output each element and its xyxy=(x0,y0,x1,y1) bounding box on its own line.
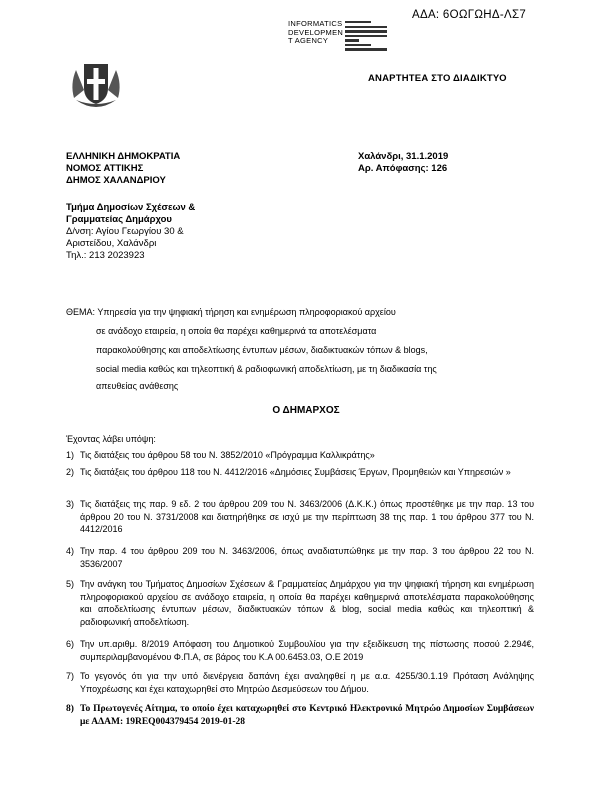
item-number: 6) xyxy=(66,639,75,649)
ida-logo xyxy=(288,20,418,46)
place-date: Χαλάνδρι, 31.1.2019 xyxy=(358,151,449,162)
subject-line: παρακολούθησης και αποδελτίωσης έντυπων μέσων, διαδικτυακών τόπων & blogs, xyxy=(96,345,428,355)
item-number: 2) xyxy=(66,467,75,477)
item-text: Την παρ. 4 του άρθρου 209 του Ν. 3463/2006, όπως αναδιατυπώθηκε με την παρ. 3 του άρθρου 22 του Ν. 3536/2007 xyxy=(80,546,534,569)
department-address: Δ/νση: Αγίου Γεωργίου 30 & xyxy=(66,226,184,237)
subject-line: ΘΕΜΑ: Υπηρεσία για την ψηφιακή τήρηση και ενημέρωση πληροφοριακού αρχείου xyxy=(66,307,396,317)
item-number: 1) xyxy=(66,450,75,460)
decision-header xyxy=(358,151,448,175)
item-text: Τις διατάξεις της παρ. 9 εδ. 2 του άρθρου 209 του Ν. 3463/2006 (Δ.Κ.Κ.) όπως προστέθηκε με την παρ. 13 του άρθρου 20 του Ν. 3731/2008 και διατηρήθηκε σε ισχύ με την περίπτωση 38 της παρ. 1 του άρθρου 377 του Ν. 4412/2016 xyxy=(80,499,534,535)
consideration-item xyxy=(66,578,534,628)
ida-logo-graphic xyxy=(345,21,387,53)
issuer-line: ΝΟΜΟΣ ΑΤΤΙΚΗΣ xyxy=(66,163,144,174)
item-text: Τις διατάξεις του άρθρου 58 του Ν. 3852/2010 «Πρόγραμμα Καλλικράτης» xyxy=(80,450,375,460)
item-text: Το Πρωτογενές Αίτημα, το οποίο έχει καταχωρηθεί στο Κεντρικό Ηλεκτρονικό Μητρώο Δημοσίων Συμβάσεων με ΑΔΑΜ: 19REQ004379454 2019-01-28 xyxy=(80,704,534,727)
consideration-item xyxy=(66,670,534,695)
ida-logo-line-2: DEVELOPMEN xyxy=(288,27,344,37)
subject-line: social media καθώς και τηλεοπτική & ραδιοφωνική αποδελτίωση, με τη διαδικασία της xyxy=(96,364,437,374)
item-text: Την υπ.αριθμ. 8/2019 Απόφαση του Δημοτικού Συμβουλίου για την εξειδίκευση της πίστωσης ποσού 2.294€, συμπεριλαμβανομένου Φ.Π.Α, σε βάρος του Κ.Α 00.6453.03, Ο.Ε 2019 xyxy=(80,639,534,662)
issuer-line: ΔΗΜΟΣ ΧΑΛΑΝΔΡΙΟΥ xyxy=(66,175,166,186)
document-title: Ο ΔΗΜΑΡΧΟΣ xyxy=(272,405,340,416)
item-number: 8) xyxy=(66,704,74,714)
consideration-item xyxy=(66,545,534,570)
item-number: 5) xyxy=(66,579,75,589)
department-block xyxy=(66,202,195,262)
greek-coat-of-arms-icon xyxy=(66,54,126,114)
item-number: 7) xyxy=(66,671,75,681)
item-number: 3) xyxy=(66,499,75,509)
department-name: Τμήμα Δημοσίων Σχέσεων & xyxy=(66,202,196,213)
subject-line: απευθείας ανάθεσης xyxy=(96,381,179,391)
ida-logo-line-3: T AGENCY xyxy=(288,36,329,45)
posting-note: ΑΝΑΡΤΗΤΕΑ ΣΤΟ ΔΙΑΔΙΚΤΥΟ xyxy=(368,73,507,84)
item-text: Το γεγονός ότι για την υπό διενέργεια δαπάνη έχει αναληφθεί η με α.α. 4255/30.1.19 Πρόταση Ανάληψης Υποχρέωσης και έχει καταχωρηθεί στο Μητρώο Δεσμεύσεων του Δήμου. xyxy=(80,671,534,694)
considerations-intro: Έχοντας λάβει υπόψη: xyxy=(66,434,156,444)
consideration-item xyxy=(66,466,534,479)
item-text: Την ανάγκη του Τμήματος Δημοσίων Σχέσεων & Γραμματείας Δημάρχου για την ψηφιακή τήρηση και ενημέρωση πληροφοριακού αρχείου σε ανάδοχο εταιρεία, η οποία θα παρέχει καθημερινά αποτελέσματα παρακολούθησης και αποδελτίωσης έντυπων μέσων, διαδικτυακών τόπων & blog, social media καθώς και τηλεοπτική & ραδιοφωνική αποδελτίωση. xyxy=(80,579,534,627)
department-name: Γραμματείας Δημάρχου xyxy=(66,214,172,225)
item-text: Τις διατάξεις του άρθρου 118 του Ν. 4412/2016 «Δημόσιες Συμβάσεις Έργων, Προμηθειών και Υπηρεσιών » xyxy=(80,467,511,477)
issuer-header xyxy=(66,151,180,187)
item-number: 4) xyxy=(66,546,75,556)
consideration-item xyxy=(66,498,534,536)
consideration-item xyxy=(66,703,534,728)
decision-number: Αρ. Απόφασης: 126 xyxy=(358,163,448,174)
issuer-line: ΕΛΛΗΝΙΚΗ ΔΗΜΟΚΡΑΤΙΑ xyxy=(66,151,181,162)
department-phone: Τηλ.: 213 2023923 xyxy=(66,250,145,261)
consideration-item xyxy=(66,449,534,462)
ada-number: ΑΔΑ: 6ΟΩΓΩΗΔ-ΛΣ7 xyxy=(412,9,527,21)
subject-line: σε ανάδοχο εταιρεία, η οποία θα παρέχει καθημερινά τα αποτελέσματα xyxy=(96,326,377,336)
ida-logo-line-1: INFORMATICS xyxy=(288,19,343,28)
department-address: Αριστείδου, Χαλάνδρι xyxy=(66,238,157,249)
consideration-item xyxy=(66,638,534,663)
